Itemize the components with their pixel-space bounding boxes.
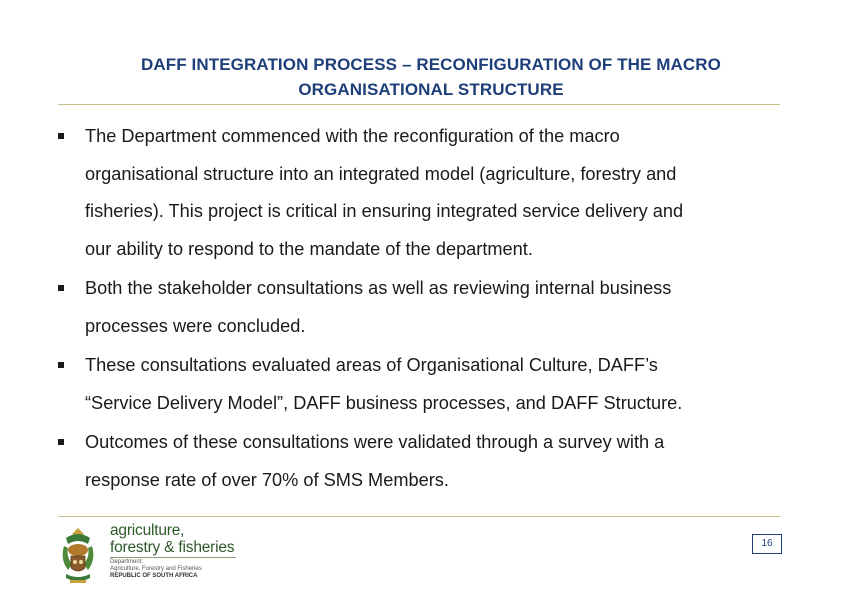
logo-sub-line-2: Agriculture, Forestry and Fisheries — [110, 566, 202, 572]
bullet-4-line-1: Outcomes of these consultations were validated through a survey with a — [85, 432, 665, 452]
bullet-1-line-2: organisational structure into an integrated model (agriculture, forestry and — [85, 163, 677, 184]
logo-sub-line-3: REPUBLIC OF SOUTH AFRICA — [110, 573, 198, 579]
page-number: 16 — [752, 534, 782, 554]
bullet-item-3 — [58, 347, 788, 422]
square-bullet-icon — [58, 285, 64, 291]
title-line-1: DAFF INTEGRATION PROCESS – RECONFIGURATION OF THE MACRO — [140, 55, 722, 74]
square-bullet-icon — [58, 133, 64, 139]
title-line-2: ORGANISATIONAL STRUCTURE — [298, 80, 564, 99]
bullet-1-line-3: fisheries). This project is critical in ensuring integrated service delivery and — [85, 201, 684, 221]
slide-title — [40, 52, 822, 102]
logo-wordmark — [110, 522, 234, 556]
logo-subtext — [110, 559, 202, 580]
bullet-1-line-4: our ability to respond to the mandate of the department. — [85, 238, 533, 259]
footer-divider — [58, 516, 780, 517]
logo-brand-line-2: forestry & fisheries — [110, 539, 235, 556]
bullet-item-2 — [58, 270, 788, 345]
daff-logo — [58, 522, 248, 588]
bullet-1-line-1: The Department commenced with the reconfiguration of the macro — [85, 126, 620, 146]
logo-brand-line-1: agriculture, — [110, 522, 185, 539]
bullet-item-1 — [58, 118, 788, 268]
title-divider — [58, 104, 780, 105]
square-bullet-icon — [58, 362, 64, 368]
bullet-2-line-1: Both the stakeholder consultations as well as reviewing internal business — [85, 278, 672, 298]
square-bullet-icon — [58, 439, 64, 445]
logo-divider — [110, 557, 236, 558]
bullet-2-line-2: processes were concluded. — [85, 315, 306, 336]
bullet-3-line-1: These consultations evaluated areas of Organisational Culture, DAFF’s — [85, 355, 658, 375]
logo-sub-line-1: Department: — [110, 559, 144, 565]
bullet-list — [58, 118, 788, 501]
coat-of-arms-icon — [58, 524, 98, 586]
bullet-3-line-2: “Service Delivery Model”, DAFF business processes, and DAFF Structure. — [85, 392, 683, 413]
bullet-4-line-2: response rate of over 70% of SMS Members. — [85, 469, 449, 490]
bullet-item-4 — [58, 424, 788, 499]
